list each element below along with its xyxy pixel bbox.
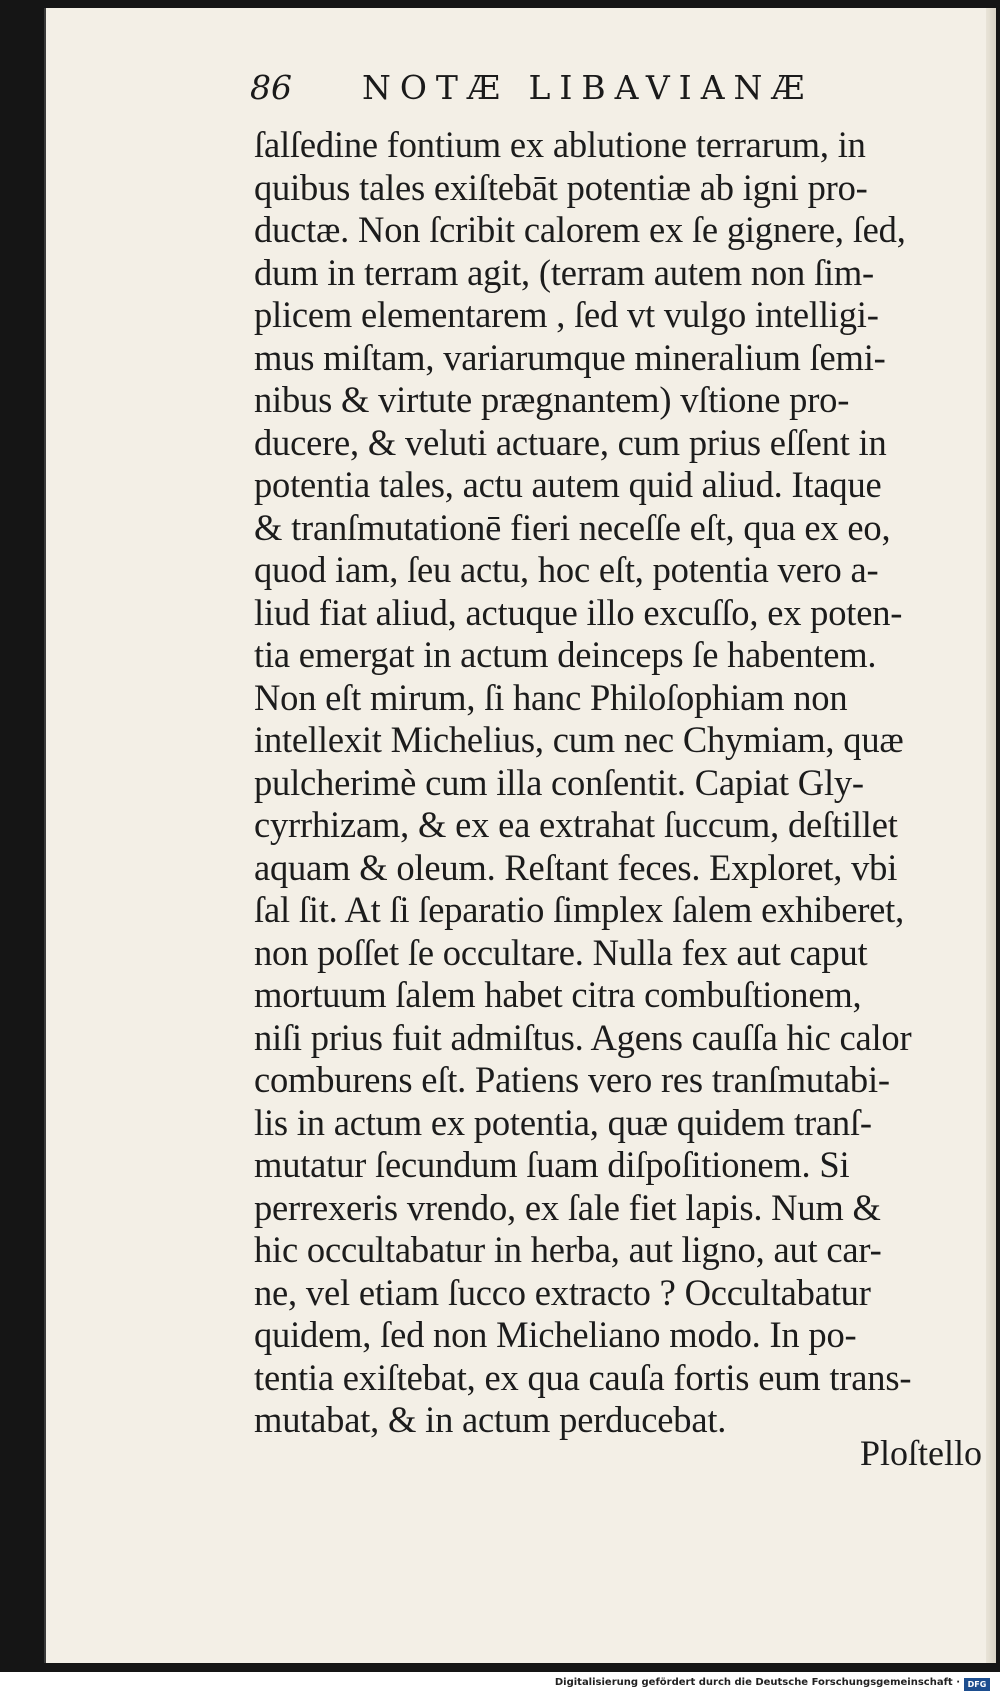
text-line: niſi prius fuit admiſtus. Agens cauſſa hic calor	[254, 1016, 912, 1058]
text-line: cyrrhizam, & ex ea extrahat ſuccum, deſtillet	[254, 804, 898, 845]
text-line: ne, vel etiam ſucco extracto ? Occultabatur	[254, 1271, 871, 1313]
text-line: quod iam, ſeu actu, hoc eſt, potentia vero a-	[254, 549, 879, 590]
dfg-logo-icon: DFG	[964, 1678, 990, 1691]
text-line: lis in actum ex potentia, quæ quidem tranſ-	[254, 1101, 872, 1143]
text-line: comburens eſt. Patiens vero res tranſmutabi-	[254, 1059, 890, 1100]
text-line: quibus tales exiſtebāt potentiæ ab igni pro-	[254, 166, 868, 208]
text-line: mutabat, & in actum perducebat.	[254, 1399, 727, 1440]
text-line: pulcherimè cum illa conſentit. Capiat Gly-	[254, 761, 864, 803]
text-line: & tranſmutationē fieri neceſſe eſt, qua ex eo,	[254, 506, 891, 548]
text-line: intellexit Michelius, cum nec Chymiam, quæ	[254, 719, 904, 760]
text-line: hic occultabatur in herba, aut ligno, aut car-	[254, 1229, 882, 1270]
text-line: mus miſtam, variarumque mineralium ſemi-	[254, 336, 886, 378]
text-line: dum in terram agit, (terram autem non ſim-	[254, 251, 875, 293]
text-line: ductæ. Non ſcribit calorem ex ſe gignere, ſed,	[254, 209, 906, 250]
text-line: non poſſet ſe occultare. Nulla fex aut caput	[254, 931, 868, 973]
text-line: mutatur ſecundum ſuam diſpoſitionem. Si	[254, 1144, 850, 1185]
catchword: Ploſtello	[860, 1433, 983, 1473]
text-line: ſalſedine fontium ex ablutione terrarum, in	[254, 124, 866, 165]
running-head	[250, 68, 890, 124]
page-number: 86	[250, 68, 292, 107]
text-line: ſal ſit. At ſi ſeparatio ſimplex ſalem exhiberet,	[254, 889, 905, 930]
body-text	[254, 124, 996, 1442]
text-line: perrexeris vrendo, ex ſale fiet lapis. Num &	[254, 1186, 881, 1228]
text-line: Non eſt mirum, ſi hanc Philoſophiam non	[254, 676, 848, 718]
text-line: tentia exiſtebat, ex qua cauſa fortis eum trans-	[254, 1356, 912, 1398]
text-line: tia emergat in actum deinceps ſe habentem.	[254, 634, 877, 675]
text-line: mortuum ſalem habet citra combuſtionem,	[254, 974, 862, 1015]
text-line: liud fiat aliud, actuque illo excuſſo, ex poten-	[254, 591, 903, 633]
digitization-footer	[0, 1676, 1000, 1695]
text-line: aquam & oleum. Reſtant feces. Exploret, vbi	[254, 846, 898, 888]
text-line: plicem elementarem , ſed vt vulgo intelligi-	[254, 294, 879, 335]
text-line: potentia tales, actu autem quid aliud. Itaque	[254, 464, 882, 505]
text-line: ducere, & veluti actuare, cum prius eſſent in	[254, 421, 887, 463]
footer-credit: Digitalisierung gefördert durch die Deutsche Forschungsgemeinschaft ·	[554, 1677, 960, 1688]
text-line: quidem, ſed non Micheliano modo. In po-	[254, 1314, 857, 1355]
running-title: NOTÆ LIBAVIANÆ	[362, 68, 814, 107]
text-line: nibus & virtute prægnantem) vſtione pro-	[254, 379, 850, 420]
